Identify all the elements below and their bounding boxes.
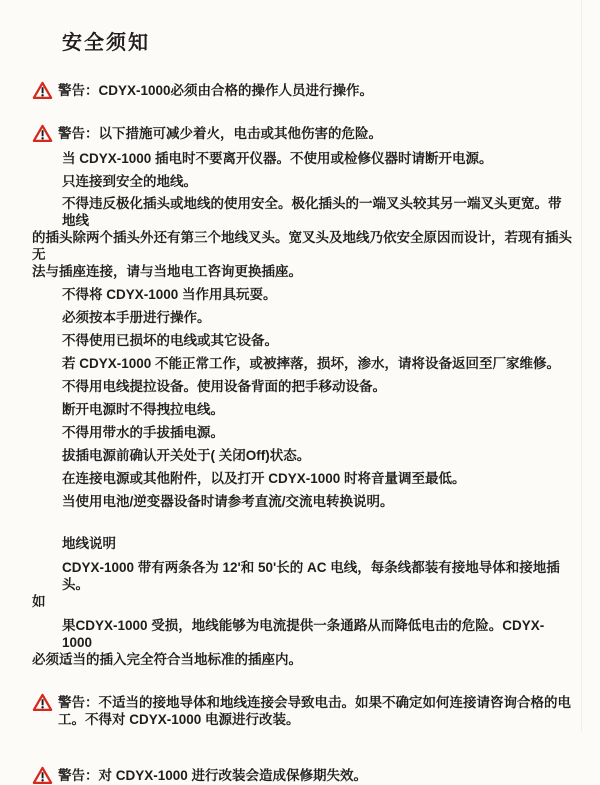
warning-block-3 [32, 694, 574, 728]
precaution-line: 在连接电源或其他附件，以及打开 CDYX-1000 时将音量调至最低。 [62, 471, 466, 486]
grounding-paragraph-2 [32, 617, 574, 668]
precaution-line: 不得违反极化插头或地线的使用安全。极化插头的一端叉头较其另一端叉头更宽。带地线 [62, 196, 562, 228]
precaution-line: 必须按本手册进行操作。 [62, 310, 211, 325]
warning-text: 工。不得对 CDYX-1000 电源进行改装。 [58, 712, 300, 727]
precaution-line: 不得用带水的手拔插电源。 [62, 425, 224, 440]
grounding-line: 果CDYX-1000 受损，地线能够为电流提供一条通路从而降低电击的危险。CDYX-1000 [62, 618, 545, 650]
warning-triangle-icon [32, 124, 53, 143]
grounding-heading: 地线说明 [62, 536, 116, 551]
grounding-line: CDYX-1000 带有两条各为 12'和 50'长的 AC 电线，每条线都装有接地导体和接地插头。 [62, 560, 560, 592]
precaution-line: 拔插电源前确认开关处于( 关闭Off)状态。 [62, 448, 311, 463]
warning-label: 警告： [58, 83, 99, 98]
grounding-line: 必须适当的插入完全符合当地标准的插座内。 [32, 652, 302, 667]
precaution-line: 当使用电池/逆变器设备时请参考直流/交流电转换说明。 [62, 494, 394, 509]
precaution-line: 不得使用已损坏的电线或其它设备。 [62, 333, 278, 348]
warning-text: 不适当的接地导体和地线连接会导致电击。如果不确定如何连接请咨询合格的电 [98, 695, 571, 710]
warning-triangle-icon [32, 693, 53, 712]
grounding-line: 如 [32, 594, 46, 609]
precaution-line: 的插头除两个插头外还有第三个地线叉头。宽叉头及地线乃依安全原因而设计，若现有插头无 [32, 230, 572, 262]
precaution-line: 只连接到安全的地线。 [62, 174, 197, 189]
page-title: 安全须知 [62, 32, 150, 54]
precaution-line: 不得用电线提拉设备。使用设备背面的把手移动设备。 [62, 379, 386, 394]
warning-text: CDYX-1000必须由合格的操作人员进行操作。 [98, 83, 374, 98]
precaution-line: 法与插座连接，请与当地电工咨询更换插座。 [32, 264, 302, 279]
grounding-paragraph-1 [32, 559, 574, 610]
warning-block-2 [32, 125, 574, 143]
warning-label: 警告： [58, 695, 99, 710]
warning-text: 对 CDYX-1000 进行改装会造成保修期失效。 [98, 768, 368, 783]
precaution-line: 断开电源时不得拽拉电线。 [62, 402, 224, 417]
precaution-line: 当 CDYX-1000 插电时不要离开仪器。不使用或检修仪器时请断开电源。 [62, 151, 493, 166]
precaution-line: 若 CDYX-1000 不能正常工作，或被摔落，损坏，渗水，请将设备返回至厂家维修。 [62, 356, 561, 371]
warning-label: 警告： [58, 126, 99, 141]
warning-block-4 [32, 767, 574, 785]
precaution-line: 不得将 CDYX-1000 当作用具玩耍。 [62, 287, 277, 302]
warning-triangle-icon [32, 81, 53, 100]
warning-text: 以下措施可减少着火，电击或其他伤害的危险。 [98, 126, 382, 141]
precaution-paragraph [32, 195, 574, 280]
warning-block-1 [32, 82, 574, 100]
warning-triangle-icon [32, 766, 53, 785]
warning-label: 警告： [58, 768, 99, 783]
